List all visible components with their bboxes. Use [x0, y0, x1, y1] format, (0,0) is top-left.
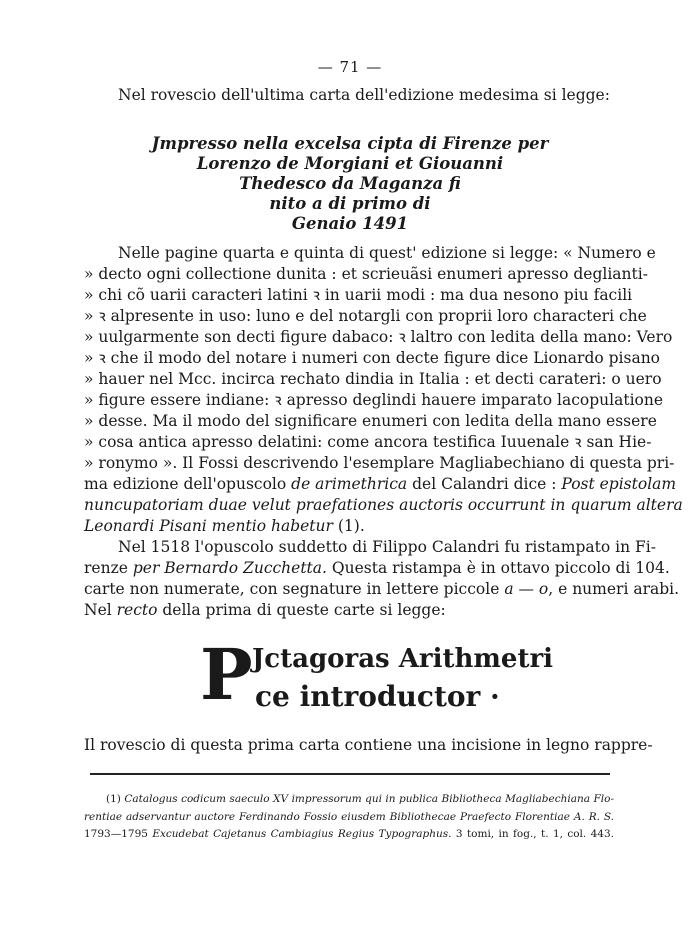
page-number: — 71 — — [317, 58, 383, 76]
colophon-line: nito a di primo di — [269, 194, 431, 213]
text-line: nuncupatoriam duae velut praefationes auctoris occurrunt in quarum altera — [84, 496, 683, 514]
title-line: ce introductor · — [255, 680, 500, 713]
text-line: » desse. Ma il modo del significare enumeri con ledita della mano essere — [84, 412, 657, 430]
text-line: » ꝛ che il modo del notare i numeri con decte figure dice Lionardo pisano — [84, 349, 661, 367]
text-run: ma edizione dell'opuscolo — [84, 475, 292, 493]
intro-line: Nel rovescio dell'ultima carta dell'edizione medesima si legge: — [118, 86, 610, 104]
colophon-line: Genaio 1491 — [291, 214, 409, 233]
italic-run: Excudebat Cajetanus Cambiagius Regius Typographus. — [152, 828, 452, 840]
text-run: 3 tomi, in fog., t. 1, col. 443. — [451, 828, 614, 840]
title-initial: P — [200, 633, 253, 716]
text-line: » cosa antica apresso delatini: come ancora testifica Iuuenale ꝛ san Hie- — [84, 433, 652, 451]
text-line: » figure essere indiane: ꝛ apresso deglindi hauere imparato lacopulatione — [84, 391, 664, 409]
text-run: (1) — [106, 793, 125, 805]
text-line: » hauer nel Mcc. incirca rechato dindia in Italia : et decti carateri: o uero — [84, 370, 662, 388]
book-title-blackletter — [200, 633, 554, 726]
footnote-ref: (1). — [332, 517, 365, 535]
footnote-line — [84, 791, 614, 809]
footnote-line: rentiae adservantur auctore Ferdinando Fossio eiusdem Bibliothecae Praefecto Florentiae A. R. S. — [84, 810, 614, 823]
italic-run: recto — [116, 601, 158, 619]
text-run: della prima di queste carte si legge: — [157, 601, 446, 619]
paragraph-reprint — [84, 537, 680, 621]
text-line: Nel 1518 l'opuscolo suddetto di Filippo Calandri fu ristampato in Fi- — [118, 538, 656, 556]
text-line — [84, 474, 677, 495]
text-line: Nelle pagine quarta e quinta di quest' edizione si legge: « Numero e — [118, 244, 656, 262]
text-line: » uulgarmente son decti figure dabaco: ꝛ laltro con ledita della mano: Vero — [84, 328, 673, 346]
italic-run: Post epistolam — [561, 475, 677, 493]
colophon-line: Thedesco da Maganza fi — [239, 174, 461, 193]
text-line: » chi cõ uarii caracteri latini ꝛ in uarii modi : ma dua nesono piu facili — [84, 286, 633, 304]
paragraph-quote — [84, 243, 683, 537]
colophon-line: Jmpresso nella excelsa cipta di Firenze per — [151, 134, 549, 153]
text-line: » ꝛ alpresente in uso: luno e del notargli con proprii loro characteri che — [84, 307, 647, 325]
closing-line: Il rovescio di questa prima carta contiene una incisione in legno rappre- — [84, 736, 653, 754]
text-line — [84, 600, 618, 621]
italic-run: de arimethrica — [291, 475, 408, 493]
text-line — [84, 516, 618, 537]
italic-run: Catalogus codicum saeculo XV impressorum qui in publica Bibliotheca Magliabechiana Flo- — [124, 793, 614, 805]
text-run: Nel — [84, 601, 117, 619]
text-run: Questa ristampa è in ottavo piccolo di 104. — [326, 559, 670, 577]
text-line: » ronymo ». Il Fossi descrivendo l'esemplare Magliabechiano di questa pri- — [84, 454, 675, 472]
italic-run: Leonardi Pisani mentio habetur — [84, 517, 333, 535]
footnote-line — [84, 826, 614, 844]
title-line: Jctagoras Arithmetri — [252, 644, 554, 674]
text-line — [84, 579, 680, 600]
text-run: renze — [84, 559, 133, 577]
text-line: » decto ogni collectione dunita : et scrieuãsi enumeri apresso deglianti- — [84, 265, 648, 283]
text-run: del Calandri dice : — [407, 475, 562, 493]
colophon-blackletter — [0, 134, 700, 234]
italic-run: a — o — [504, 580, 549, 598]
text-run: , e numeri arabi. — [548, 580, 680, 598]
text-line — [84, 558, 670, 579]
footnote — [84, 791, 614, 844]
text-run: carte non numerate, con segnature in lettere piccole — [84, 580, 505, 598]
footnote-divider — [90, 773, 610, 775]
text-run: 1793—1795 — [84, 828, 153, 840]
italic-run: per Bernardo Zucchetta. — [132, 559, 327, 577]
colophon-line: Lorenzo de Morgiani et Giouanni — [196, 154, 504, 173]
